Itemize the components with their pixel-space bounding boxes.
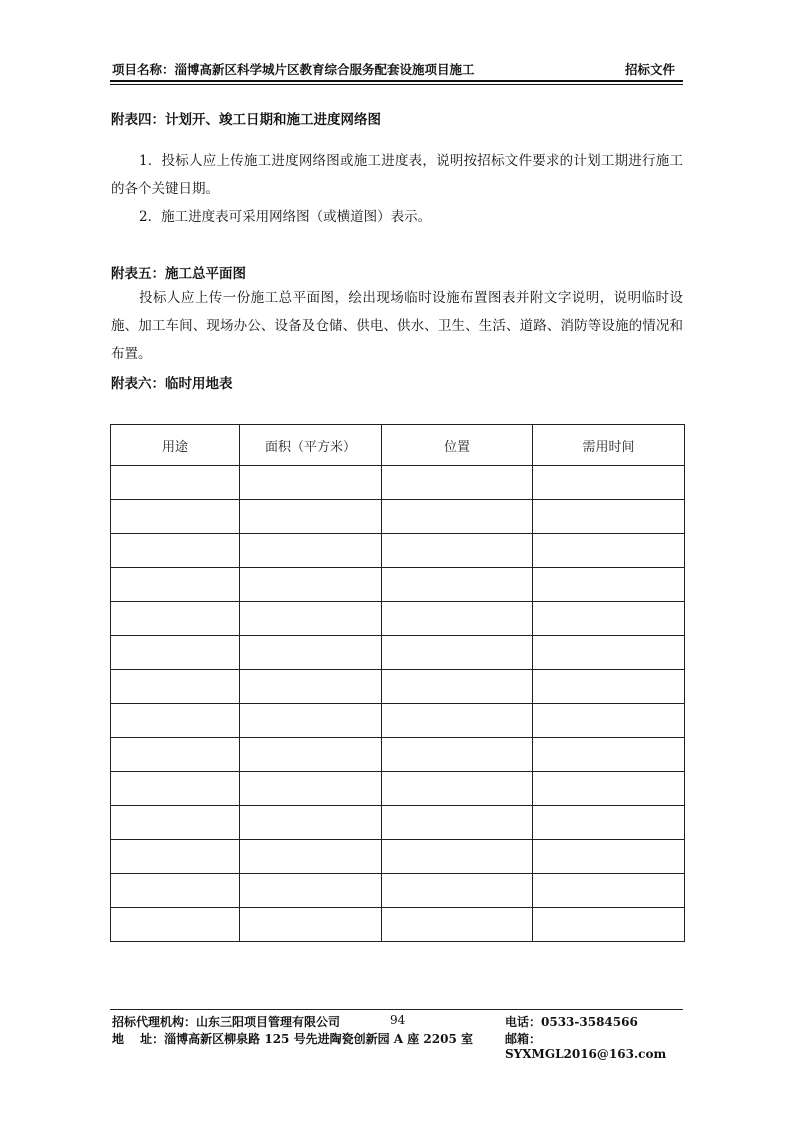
table-cell — [111, 874, 240, 908]
table-cell — [240, 636, 382, 670]
table-cell — [240, 874, 382, 908]
table-row — [111, 670, 685, 704]
table-cell — [240, 908, 382, 942]
section6-heading: 附表六：临时用地表 — [111, 376, 233, 392]
table-cell — [382, 636, 533, 670]
table-cell — [382, 534, 533, 568]
footer-divider — [110, 1009, 683, 1010]
table-cell — [111, 602, 240, 636]
table-row — [111, 738, 685, 772]
table-cell — [533, 908, 685, 942]
footer-phone: 电话：0533-3584566 — [505, 1015, 638, 1029]
table-row — [111, 874, 685, 908]
table-cell — [382, 466, 533, 500]
table-cell — [533, 806, 685, 840]
table-cell — [240, 500, 382, 534]
table-cell — [111, 500, 240, 534]
table-cell — [240, 738, 382, 772]
table-cell — [382, 772, 533, 806]
table-cell — [111, 738, 240, 772]
table-cell — [240, 534, 382, 568]
table-row — [111, 602, 685, 636]
column-header-location: 位置 — [382, 425, 533, 466]
section5-heading: 附表五：施工总平面图 — [111, 266, 246, 282]
table-cell — [111, 466, 240, 500]
table-cell — [111, 806, 240, 840]
table-cell — [533, 772, 685, 806]
table-cell — [382, 602, 533, 636]
table-cell — [533, 568, 685, 602]
table-row — [111, 840, 685, 874]
table-cell — [533, 840, 685, 874]
project-name: 项目名称：淄博高新区科学城片区教育综合服务配套设施项目施工 — [112, 62, 475, 77]
table-cell — [382, 840, 533, 874]
table-cell — [533, 500, 685, 534]
table-cell — [111, 636, 240, 670]
table-cell — [533, 704, 685, 738]
table-cell — [111, 670, 240, 704]
table-cell — [240, 466, 382, 500]
page-number: 94 — [390, 1013, 406, 1027]
footer-email: 邮箱：SYXMGL2016@163.com — [505, 1032, 667, 1061]
footer-agency: 招标代理机构：山东三阳项目管理有限公司 — [112, 1015, 341, 1029]
table-cell — [382, 874, 533, 908]
table-cell — [240, 568, 382, 602]
table-cell — [111, 772, 240, 806]
table-cell — [382, 908, 533, 942]
section4-item2: 2．施工进度表可采用网络图（或横道图）表示。 — [139, 209, 432, 225]
table-row — [111, 500, 685, 534]
table-cell — [382, 806, 533, 840]
table-row — [111, 534, 685, 568]
column-header-time-needed: 需用时间 — [533, 425, 685, 466]
table-row — [111, 568, 685, 602]
table-cell — [533, 636, 685, 670]
table-cell — [111, 568, 240, 602]
section4-heading: 附表四：计划开、竣工日期和施工进度网络图 — [111, 112, 381, 128]
table-cell — [111, 534, 240, 568]
table-cell — [240, 602, 382, 636]
table-row — [111, 466, 685, 500]
table-row — [111, 772, 685, 806]
table-cell — [111, 704, 240, 738]
table-cell — [382, 568, 533, 602]
document-type: 招标文件 — [624, 62, 675, 77]
table-cell — [533, 670, 685, 704]
table-cell — [533, 466, 685, 500]
table-cell — [533, 534, 685, 568]
table-cell — [382, 704, 533, 738]
table-cell — [240, 670, 382, 704]
table-cell — [240, 704, 382, 738]
table-cell — [533, 738, 685, 772]
table-cell — [240, 840, 382, 874]
table-row — [111, 806, 685, 840]
table-cell — [382, 670, 533, 704]
table-cell — [382, 500, 533, 534]
page-header — [110, 58, 683, 78]
table-cell — [240, 806, 382, 840]
column-header-usage: 用途 — [111, 425, 240, 466]
table-cell — [382, 738, 533, 772]
table-cell — [533, 602, 685, 636]
table-row — [111, 636, 685, 670]
table-row — [111, 704, 685, 738]
table-cell — [111, 908, 240, 942]
table-row — [111, 908, 685, 942]
table-cell — [240, 772, 382, 806]
header-divider — [110, 80, 683, 85]
column-header-area: 面积（平方米） — [240, 425, 382, 466]
table-header-row — [111, 425, 685, 466]
table-cell — [533, 874, 685, 908]
table-cell — [111, 840, 240, 874]
section5-body: 投标人应上传一份施工总平面图，绘出现场临时设施布置图表并附文字说明，说明临时设施、加工车间、现场办公、设备及仓储、供电、供水、卫生、生活、道路、消防等设施的情况和布置。 — [111, 290, 683, 362]
footer-address: 地 址：淄博高新区柳泉路 125 号先进陶瓷创新园 A 座 2205 室 — [112, 1032, 474, 1046]
section4-item1: 1．投标人应上传施工进度网络图或施工进度表，说明按招标文件要求的计划工期进行施工的各个关键日期。 — [111, 153, 683, 197]
temporary-land-table — [110, 424, 685, 942]
